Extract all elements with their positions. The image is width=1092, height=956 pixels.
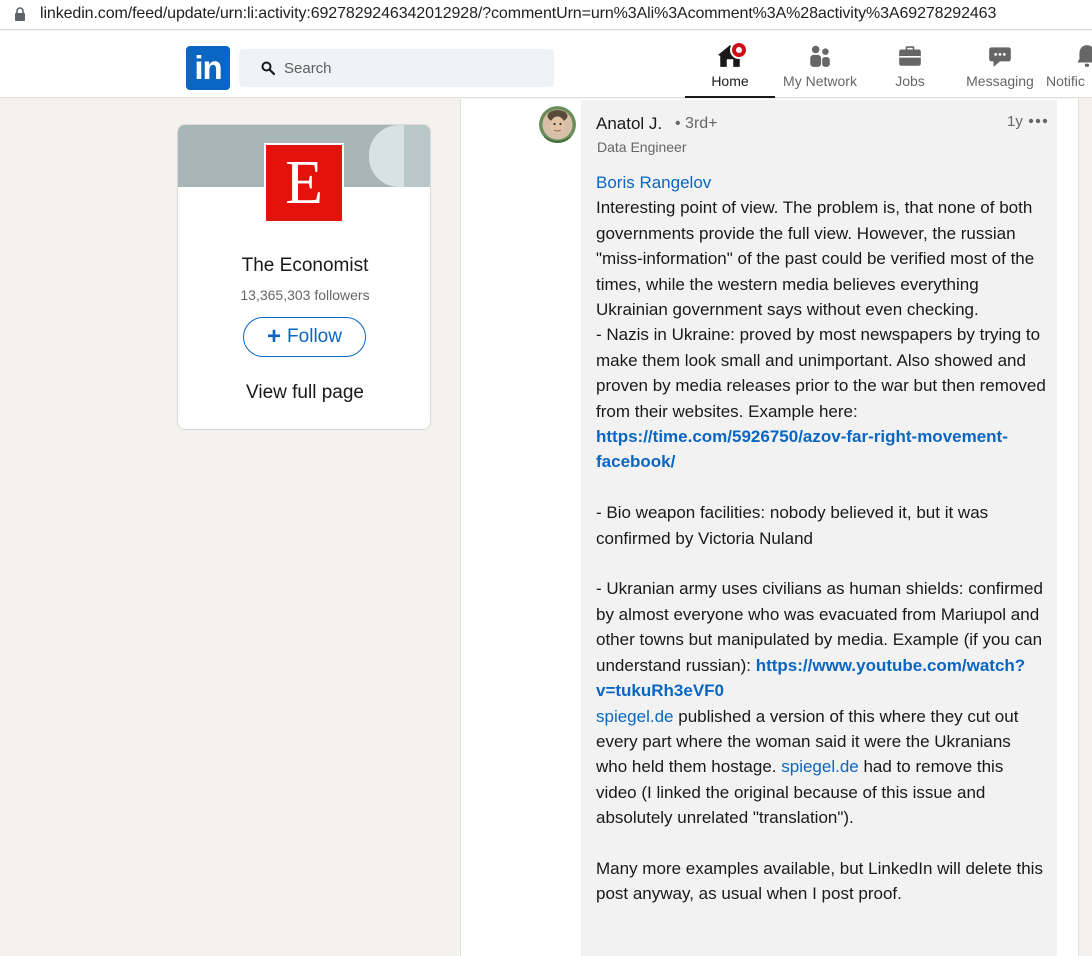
briefcase-icon bbox=[897, 43, 923, 69]
comment-text-run: published a version of this where they cut out every part where the woman said it were the Ukranians who held them hostage. bbox=[596, 706, 1019, 777]
nav-my-network-label: My Network bbox=[783, 73, 857, 89]
global-nav bbox=[0, 31, 1092, 98]
comment-text bbox=[596, 170, 1046, 907]
comment-text-run: - Nazis in Ukraine: proved by most newspapers by trying to make them look small and unimportant. Also showed and proven by media releases prior to the war but then removed from their websites. Example here: bbox=[596, 325, 1046, 421]
commenter-avatar[interactable] bbox=[539, 106, 576, 143]
nav-home[interactable] bbox=[685, 41, 775, 98]
search-input[interactable] bbox=[284, 58, 534, 78]
browser-address-bar[interactable] bbox=[0, 0, 1092, 30]
nav-notifications[interactable] bbox=[1046, 41, 1092, 98]
url-text[interactable]: linkedin.com/feed/update/urn:li:activity:6927829246342012928/?commentUrn=urn%3Ali%3Acomment%3A%28activity%3A69278292463 bbox=[40, 5, 997, 22]
comment-link[interactable]: spiegel.de bbox=[596, 706, 674, 726]
mentioned-user[interactable]: Boris Rangelov bbox=[596, 173, 712, 192]
comment-paragraph: - Bio weapon facilities: nobody believed it, but it was confirmed by Victoria Nuland bbox=[596, 503, 989, 548]
plus-icon: + bbox=[267, 323, 282, 350]
company-card bbox=[177, 124, 431, 430]
comment-link[interactable]: spiegel.de bbox=[781, 757, 859, 777]
nav-notifications-label: Notific bbox=[1046, 73, 1085, 89]
bell-icon bbox=[1074, 43, 1092, 69]
linkedin-logo[interactable]: in bbox=[186, 46, 230, 90]
comment-text-run: - Ukranian army uses civilians as human shields: confirmed by almost everyone who was evacuated from Mariupol and other towns but manipulated by media. Example (if you can understand russian): bbox=[596, 579, 1043, 675]
comment-author-name[interactable]: Anatol J. bbox=[596, 114, 663, 133]
search-box[interactable] bbox=[239, 49, 554, 87]
notification-badge bbox=[730, 41, 748, 59]
nav-messaging-label: Messaging bbox=[966, 73, 1034, 89]
comment-text-run: had to remove this video (I linked the original because of this issue and absolutely unrelated "translation"). bbox=[596, 757, 1004, 828]
comment-author-headline: Data Engineer bbox=[597, 139, 687, 155]
comment-timestamp: 1y bbox=[1007, 113, 1023, 130]
nav-my-network[interactable] bbox=[776, 41, 864, 98]
nav-jobs[interactable] bbox=[880, 41, 940, 98]
comment-paragraph bbox=[596, 704, 1046, 831]
comment-paragraph bbox=[596, 322, 1046, 474]
nav-jobs-label: Jobs bbox=[895, 73, 925, 89]
economist-logo[interactable]: E bbox=[264, 143, 344, 223]
view-full-page-link[interactable]: View full page bbox=[246, 382, 364, 403]
comment-link[interactable]: https://www.youtube.com/watch?v=tukuRh3eVF0 bbox=[596, 655, 1026, 701]
lock-icon bbox=[14, 7, 26, 21]
follow-label: Follow bbox=[287, 326, 342, 347]
search-icon bbox=[261, 61, 275, 75]
connection-degree: • 3rd+ bbox=[675, 115, 718, 132]
follow-button[interactable] bbox=[243, 317, 366, 357]
comment-paragraph: Many more examples available, but LinkedIn will delete this post anyway, as usual when I post proof. bbox=[596, 858, 1043, 904]
network-icon bbox=[807, 43, 833, 69]
messaging-icon bbox=[987, 43, 1013, 69]
nav-messaging[interactable] bbox=[960, 41, 1040, 98]
nav-home-label: Home bbox=[711, 73, 749, 89]
company-name[interactable]: The Economist bbox=[241, 255, 369, 276]
comment-link[interactable]: https://time.com/5926750/azov-far-right-movement-facebook/ bbox=[596, 427, 1008, 472]
comment-paragraph bbox=[596, 576, 1046, 703]
company-followers: 13,365,303 followers bbox=[240, 287, 370, 303]
comment-paragraph: Interesting point of view. The problem is, that none of both governments provide the full view. However, the russian "miss-information" of the past could be verified most of the times, while the western media believes everything Ukrainian government says without even checking. bbox=[596, 198, 1035, 320]
page-scroll-edge bbox=[1078, 99, 1092, 956]
more-options-icon[interactable] bbox=[1028, 116, 1048, 126]
